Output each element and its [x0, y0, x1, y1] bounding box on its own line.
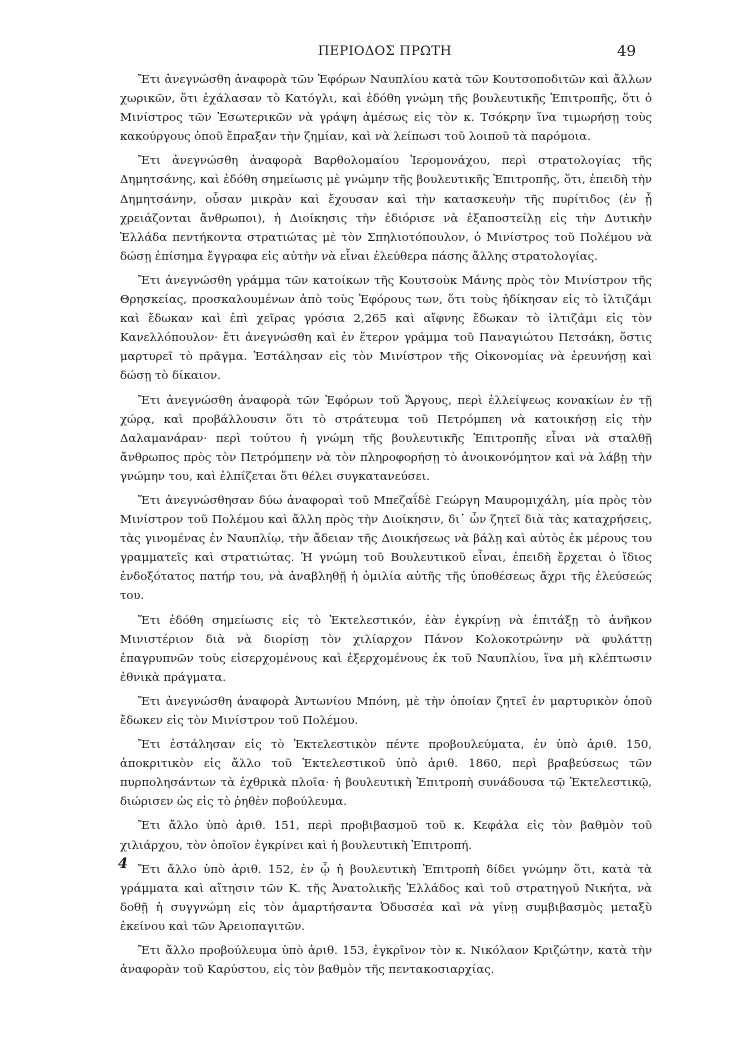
page-number: 49	[617, 42, 637, 60]
paragraph: Ἔτι ἄλλο ὑπὸ ἀριθ. 151, περὶ προβιβασμοῦ τοῦ κ. Κεφάλα εἰς τὸν βαθμὸν τοῦ χιλιάρχου, τὸν ὁποῖον ἐγκρίνει καὶ ἡ βουλευτικὴ Ἐπιτροπή.	[120, 818, 652, 852]
paragraph: Ἔτι ἀνεγνώσθη ἀναφορὰ Βαρθολομαίου Ἱερομονάχου, περὶ στρατολογίας τῆς Δημητσάνης, καὶ ἐδόθη σημείωσις μὲ γνώμην τῆς βουλευτικῆς Ἐπιτροπῆς, ὅτι, ἐπειδὴ τὴν Δημητσάνην, οὖσαν μικρὰν καὶ ἔχουσαν καὶ τὴν κατασκευὴν τῆς πυρίτιδος (ἐν ᾗ χρειάζονται ἄνθρωποι), ἡ Διοίκησις τὴν ἐδιόρισε νὰ ἐξαποστείλῃ εἰς τὴν Δυτικὴν Ἑλλάδα πεντήκοντα στρατιώτας μὲ τὸν Σπηλιοτόπουλον, ὁ Μινίστρος τοῦ Πολέμου νὰ δώσῃ ἐπίσημα ἔγγραφα εἰς αὐτὴν νὰ εἶναι ἐλεύθερα πάσης ἄλλης στρατολογίας.	[120, 153, 652, 263]
paragraph: Ἔτι ἐδόθη σημείωσις εἰς τὸ Ἐκτελεστικόν, ἐὰν ἐγκρίνῃ νὰ ἐπιτάξῃ τὸ ἀνῆκον Μινιστέριον διὰ νὰ διορίσῃ τὸν χιλίαρχον Πάνον Κολοκοτρώνην νὰ φυλάττῃ ἐπαγρυπνῶν τοὺς εἰσερχομένους καὶ ἐξερχομένους ἐκ τοῦ Ναυπλίου, ἵνα μὴ κλέπτωσιν ἐθνικὰ πράγματα.	[120, 612, 652, 684]
paragraph: Ἔτι ἀνεγνώσθησαν δύω ἀναφοραὶ τοῦ Μπεζαΐδὲ Γεώργη Μαυρομιχάλη, μία πρὸς τὸν Μινίστρον τοῦ Πολέμου καὶ ἄλλη πρὸς τὴν Διοίκησιν, δι᾽ ὧν ζητεῖ διὰ τὰς καταχρήσεις, τὰς γινομένας ἐν Ναυπλίῳ, τὴν ἄδειαν τῆς Διοικήσεως νὰ βάλῃ καὶ αὐτὸς ἐκ μέρους του γραμματεῖς καὶ στρατιώτας. Ἡ γνώμη τοῦ Βουλευτικοῦ εἶναι, ἐπειδὴ ἔρχεται ὁ ἴδιος ἐνδοξότατος πατήρ του, νὰ ἀναβληθῇ ἡ ὁμιλία αὐτῆς τῆς ὑποθέσεως ἄχρι τῆς ἐλεύσεώς του.	[120, 492, 652, 603]
paragraph: Ἔτι ἐστάλησαν εἰς τὸ Ἐκτελεστικὸν πέντε προβουλεύματα, ἐν ὑπὸ ἀριθ. 150, ἀποκριτικὸν εἰς ἄλλο τοῦ Ἐκτελεστικοῦ ὑπὸ ἀριθ. 1860, περὶ βραβεύσεως τῶν πυρπολησάντων τὰ ἐχθρικὰ πλοῖα· ἡ βουλευτικὴ Ἐπιτροπὴ συνάδουσα τῷ Ἐκτελεστικῷ, διώρισεν ὡς εἰς τὸ ῥηθὲν ποβούλευμα.	[120, 737, 652, 809]
paragraph: Ἔτι ἀνεγνώσθη ἀναφορὰ Ἀντωνίου Μπόνη, μὲ τὴν ὁποίαν ζητεῖ ἐν μαρτυρικὸν ὁποῦ ἔδωκεν εἰς τὸν Μινίστρον τοῦ Πολέμου.	[120, 693, 652, 727]
body-text	[120, 70, 652, 984]
page-header	[0, 44, 744, 66]
signature-mark: 4	[118, 856, 128, 872]
running-title: ΠΕΡΙΟΔΟΣ ΠΡΩΤΗ	[318, 44, 452, 59]
paragraph: Ἔτι ἀνεγνώσθη ἀναφορὰ τῶν Ἐφόρων τοῦ Ἄργους, περὶ ἐλλείψεως κονακίων ἐν τῇ χώρᾳ, καὶ προβάλλουσιν ὅτι τὸ στράτευμα τοῦ Πετρόμπεη νὰ κατοικήσῃ εἰς τὴν Δαλαμανάραν· περὶ τούτου ἡ γνώμη τῆς βουλευτικῆς Ἐπιτροπῆς εἶναι νὰ σταλθῇ ἄνθρωπος πρὸς τὸν Πετρόμπεην νὰ τὸν πληροφορήσῃ τὸ ἀνοικονόμητον καὶ νὰ λάβῃ τὴν γνώμην του, καὶ ἐλπίζεται ὅτι θέλει συγκατανεύσει.	[120, 392, 652, 483]
paragraph: Ἔτι ἀνεγνώσθη ἀναφορὰ τῶν Ἐφόρων Ναυπλίου κατὰ τῶν Κουτσοποδιτῶν καὶ ἄλλων χωρικῶν, ὅτι ἐχάλασαν τὸ Κατόγλι, καὶ ἐδόθη γνώμη τῆς βουλευτικῆς Ἐπιτροπῆς, ὅτι ὁ Μινίστρος τῶν Ἐσωτερικῶν νὰ γράψη ἀμέσως εἰς τὸν κ. Τσόκρην ἵνα τιμωρήσῃ τοὺς κακούργους ὁποῦ ἔπραξαν τὴν ζημίαν, καὶ νὰ λείπωσι τοῦ λοιποῦ τὰ παρόμοια.	[120, 72, 652, 144]
paragraph: Ἔτι ἄλλο προβούλευμα ὑπὸ ἀριθ. 153, ἐγκρῖνον τὸν κ. Νικόλαον Κριζώτην, κατὰ τὴν ἀναφορὰν τοῦ Καρύστου, εἰς τὸν βαθμὸν τῆς πεντακοσιαρχίας.	[120, 943, 652, 977]
paragraph: Ἔτι ἄλλο ὑπὸ ἀριθ. 152, ἐν ᾧ ἡ βουλευτικὴ Ἐπιτροπὴ δίδει γνώμην ὅτι, κατὰ τὰ γράμματα καὶ αἴτησιν τῶν Κ. τῆς Ἀνατολικῆς Ἑλλάδος καὶ τοῦ στρατηγοῦ Νικήτα, νὰ δοθῇ ἡ συγγνώμη εἰς τὸν ἁμαρτήσαντα Ὀδυσσέα καὶ νὰ γίνῃ συμβιβασμὸς μεταξὺ ἐκείνου καὶ τῶν Ἀρειοπαγιτῶν.	[120, 861, 652, 933]
paragraph: Ἔτι ἀνεγνώσθη γράμμα τῶν κατοίκων τῆς Κουτσοὺκ Μάνης πρὸς τὸν Μινίστρον τῆς Θρησκείας, προσκαλουμένων ἀπὸ τοὺς Ἐφόρους των, ὅτι τοὺς ἠδίκησαν εἰς τὸ ἰλτιζάμι καὶ ἔδωκαν καὶ ἐπὶ χεῖρας γρόσια 2,265 καὶ αἴφνης ἔδωκαν τὸ ἰλτιζάμι εἰς τὸν Κανελλόπουλον· ἔτι ἀνεγνώσθη καὶ ἐν ἕτερον γράμμα τοῦ Παναγιώτου Πετσάκη, ὅστις μαρτυρεῖ τὸ πρᾶγμα. Ἐστάλησαν εἰς τὸν Μινίστρον τῆς Οἰκονομίας νὰ ἐρευνήσῃ καὶ δώσῃ τὸ δίκαιον.	[120, 272, 652, 383]
